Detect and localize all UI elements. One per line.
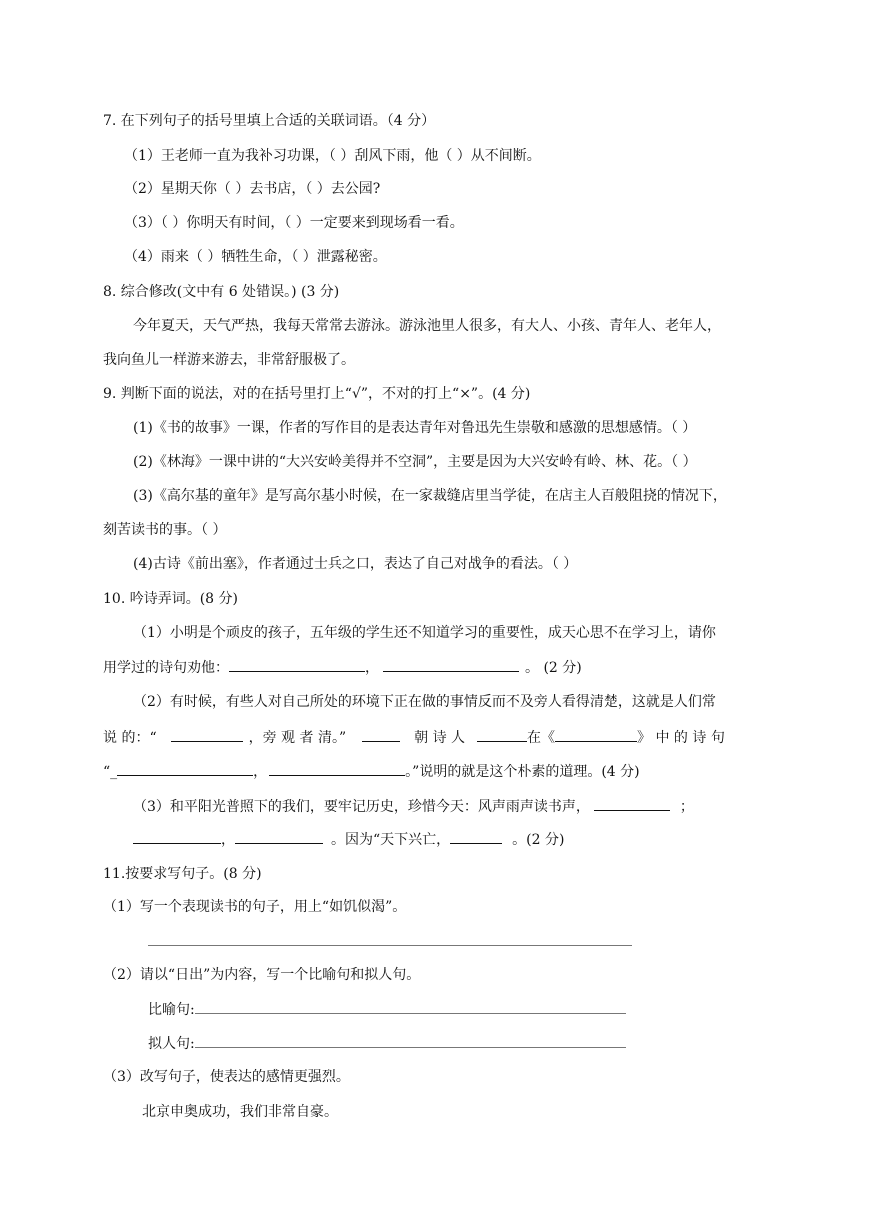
answer-line[interactable] [195, 999, 626, 1014]
q10-part2-text-b: ，旁 观 者 清。” [248, 730, 347, 746]
q7-title: 7. 在下列句子的括号里填上合适的关联词语。（4 分） [103, 113, 436, 129]
q9-item-4: (4)古诗《前出塞》，作者通过士兵之口，表达了自己对战争的看法。（ ） [133, 556, 578, 572]
answer-blank[interactable] [594, 796, 670, 811]
answer-blank[interactable] [362, 727, 400, 742]
q10-part2-line-3 [103, 761, 640, 782]
answer-blank[interactable] [171, 727, 243, 742]
answer-blank[interactable] [555, 727, 637, 742]
q10-part3-comma: ， [221, 832, 235, 848]
q9-item-2: (2)《林海》一课中讲的“大兴安岭美得并不空洞”，主要是因为大兴安岭有岭、林、花。（ ） [133, 454, 697, 470]
answer-blank[interactable] [383, 657, 519, 672]
q8-title: 8. 综合修改(文中有 6 处错误。) (3 分) [103, 284, 340, 300]
q8-paragraph-line-2: 我向鱼儿一样游来游去，非常舒服极了。 [103, 352, 355, 368]
metaphor-row [148, 999, 626, 1020]
personification-label: 拟人句: [148, 1036, 195, 1052]
q7-item-1: （1）王老师一直为我补习功课，（ ）刮风下雨，他（ ）从不间断。 [124, 148, 541, 164]
answer-line[interactable] [148, 945, 632, 946]
q10-part3-text: （3）和平阳光普照下的我们，要牢记历史，珍惜今天：风声雨声读书声， [133, 799, 590, 815]
q10-part2-text-a: 说 的：“ [103, 730, 157, 746]
q10-part2-line-2 [103, 727, 725, 748]
q9-title: 9. 判断下面的说法，对的在括号里打上“√”，不对的打上“×”。(4 分) [103, 386, 531, 402]
q11-part2: （2）请以“日出”为内容，写一个比喻句和拟人句。 [103, 967, 421, 983]
q9-item-3-line-2: 刻苦读书的事。（ ） [103, 522, 227, 538]
q9-item-1: (1)《书的故事》一课，作者的写作目的是表达青年对鲁迅先生崇敬和感激的思想感情。（ ） [133, 420, 697, 436]
answer-blank[interactable] [229, 657, 365, 672]
q10-part1-comma: ， [365, 660, 379, 676]
q10-part3-mid: 。因为“天下兴亡， [331, 832, 451, 848]
q10-part1-prefix: 用学过的诗句劝他： [103, 660, 229, 676]
q10-part1-end: 。 (2 分) [525, 660, 582, 676]
answer-blank[interactable] [117, 761, 253, 776]
q10-part3-semicolon: ； [679, 799, 694, 815]
answer-blank[interactable] [477, 727, 527, 742]
metaphor-label: 比喻句: [148, 1002, 195, 1018]
answer-blank[interactable] [133, 829, 221, 844]
q10-part2-end: 。”说明的就是这个朴素的道理。(4 分) [405, 764, 640, 780]
answer-blank[interactable] [450, 829, 502, 844]
q11-title: 11.按要求写句子。(8 分) [103, 866, 262, 882]
q7-item-2: （2）星期天你（ ）去书店，（ ）去公园? [124, 181, 381, 197]
q10-part3-line-1 [133, 796, 694, 817]
answer-blank[interactable] [235, 829, 323, 844]
q7-item-4: （4）雨来（ ）牺牲生命，（ ）泄露秘密。 [124, 249, 387, 265]
q10-part2-text-e: 》 中 的 诗 句 [637, 730, 725, 746]
q10-part2-line-1: （2）有时候，有些人对自己所处的环境下正在做的事情反而不及旁人看得清楚，这就是人们常 [133, 694, 716, 710]
q10-part3-line-2 [133, 829, 564, 850]
answer-line[interactable] [195, 1033, 626, 1048]
q7-item-3: （3）（ ）你明天有时间，（ ）一定要来到现场看一看。 [124, 215, 464, 231]
q10-part1-line-1: （1）小明是个顽皮的孩子，五年级的学生还不知道学习的重要性，成天心思不在学习上，请你 [133, 625, 716, 641]
q8-paragraph-line-1: 今年夏天，天气严热，我每天常常去游泳。游泳池里人很多，有大人、小孩、青年人、老年人， [133, 318, 721, 334]
answer-blank[interactable] [269, 761, 405, 776]
q10-title: 10. 吟诗弄词。(8 分) [103, 591, 238, 607]
q11-sentence: 北京申奥成功，我们非常自豪。 [142, 1104, 338, 1120]
q10-part1-line-2 [103, 657, 582, 678]
q10-part3-end: 。(2 分) [512, 832, 565, 848]
q10-part2-comma: ， [253, 764, 268, 780]
personification-row [148, 1033, 626, 1054]
q11-part3: （3）改写句子，使表达的感情更强烈。 [103, 1069, 350, 1085]
q10-part2-text-d: 在《 [527, 730, 556, 746]
q10-part2-text-c: 朝 诗 人 [414, 730, 466, 746]
q9-item-3-line-1: (3)《高尔基的童年》是写高尔基小时候，在一家裁缝店里当学徒，在店主人百般阻挠的情况下， [133, 488, 727, 504]
q11-part1: （1）写一个表现读书的句子，用上“如饥似渴”。 [103, 899, 407, 915]
q10-part2-open-quote: “_ [103, 764, 118, 780]
